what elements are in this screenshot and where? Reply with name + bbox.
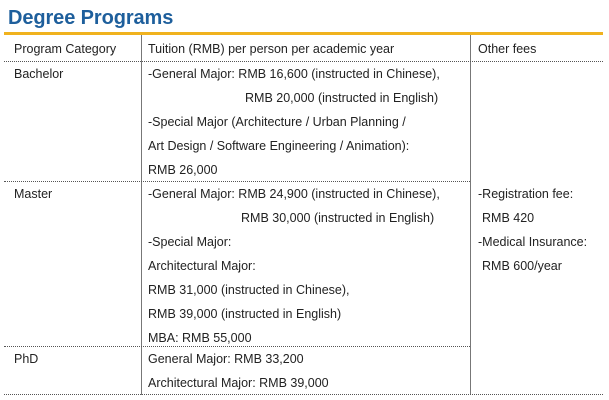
tuition-line: -Special Major: [148,235,232,249]
tuition-line: RMB 30,000 (instructed in English) [241,211,435,225]
tuition-master [148,182,440,350]
tuition-bachelor [148,62,440,182]
tuition-line: Architectural Major: [148,259,256,273]
tuition-line: General Major: RMB 33,200 [148,352,304,366]
tuition-line: MBA: RMB 55,000 [148,331,252,345]
degree-programs-table [4,35,603,395]
page-title: Degree Programs [8,7,174,29]
category-bachelor: Bachelor [14,67,64,81]
tuition-line: -Special Major (Architecture / Urban Planning / [148,115,406,129]
tuition-line: -General Major: RMB 24,900 (instructed in Chinese), [148,187,440,201]
other-fee-line: -Medical Insurance: [478,235,588,249]
column-divider-2 [470,35,471,395]
header-program-category: Program Category [14,42,117,56]
tuition-line: RMB 20,000 (instructed in English) [245,91,439,105]
category-master: Master [14,187,53,201]
tuition-line: Art Design / Software Engineering / Animation): [148,139,410,153]
column-divider-1 [141,35,142,395]
tuition-line: -General Major: RMB 16,600 (instructed in Chinese), [148,67,440,81]
other-fee-line: -Registration fee: [478,187,574,201]
tuition-line: RMB 26,000 [148,163,218,177]
tuition-phd [148,347,329,395]
other-fee-line: RMB 420 [482,211,535,225]
header-tuition: Tuition (RMB) per person per academic year [148,42,395,56]
tuition-line: Architectural Major: RMB 39,000 [148,376,329,390]
category-phd: PhD [14,352,39,366]
other-fee-line: RMB 600/year [482,259,562,273]
tuition-line: RMB 39,000 (instructed in English) [148,307,342,321]
tuition-line: RMB 31,000 (instructed in Chinese), [148,283,350,297]
other-fees [478,182,587,278]
header-other-fees: Other fees [478,42,537,56]
